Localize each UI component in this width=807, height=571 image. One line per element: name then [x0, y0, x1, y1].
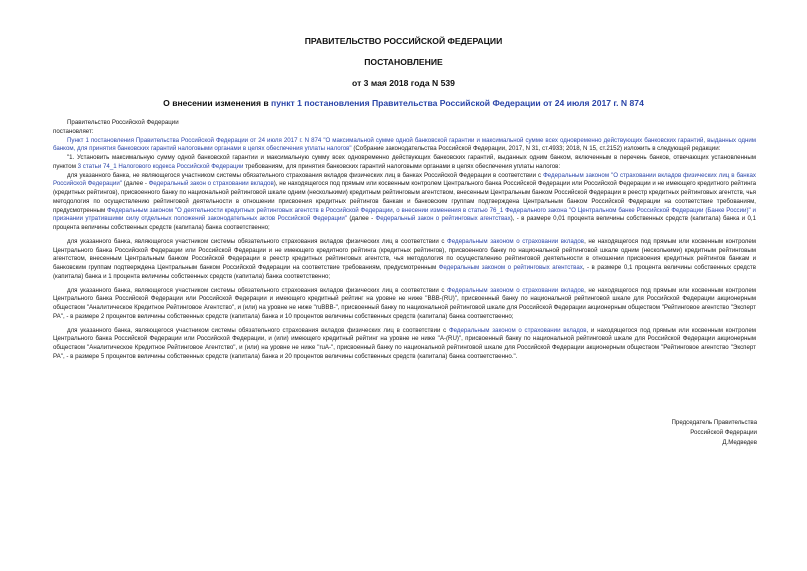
paragraph-3-link-1[interactable]: Федеральным законом "О страховании вкладов физических лиц в банках Российской Федерации" — [53, 171, 756, 188]
paragraph-6-link-1[interactable]: Федеральным законом о страховании вкладов — [448, 326, 587, 334]
doc-type-heading: ПОСТАНОВЛЕНИЕ — [364, 57, 443, 67]
signature-organization: Российской Федерации — [690, 429, 757, 436]
signature-block — [671, 418, 757, 448]
paragraph-3-text-5: ), - в размере 0,01 процента величины собственных средств (капитала) банка и 0,1 процента величины собственных средств (капитала) банка соответственно; — [53, 215, 756, 231]
paragraph-4-link-1[interactable]: Федеральным законом о страховании вкладов — [447, 237, 585, 245]
paragraph-3-link-2[interactable]: Федеральный закон о страховании вкладов — [148, 180, 274, 188]
date-number-heading: от 3 мая 2018 года N 539 — [352, 78, 455, 88]
title-link[interactable]: пункт 1 постановления Правительства Российской Федерации от 24 июля 2017 г. N 874 — [271, 98, 644, 108]
paragraph-5-link-1[interactable]: Федеральным законом о страховании вкладов — [447, 286, 585, 294]
paragraph-2-text-1: "1. Установить максимальную сумму одной банковской гарантии и максимальную сумму всех одновременно действующих банковских гарантий, выданных одним банком, включенным в перечень банков, отвечающих установленным пунктом — [53, 154, 756, 170]
paragraph-2 — [53, 154, 756, 172]
intro-line-2: постановляет: — [53, 127, 94, 135]
intro-line-1: Правительство Российской Федерации — [67, 119, 179, 126]
paragraph-2-text-2: требованиям, для принятия банковских гарантий налоговыми органами в целях обеспечения уплаты налогов: — [243, 162, 561, 170]
paragraph-4-text-1: для указанного банка, являющегося участником системы обязательного страхования вкладов физических лиц в соответствии с — [67, 237, 448, 245]
paragraph-3-text-1: для указанного банка, не являющегося участником системы обязательного страхования вкладов физических лиц в банках Российской Федерации в соответствии с — [67, 171, 544, 179]
paragraph-4-text-2: , не находящегося под прямым или косвенным контролем Центрального банка Российской Федерации или Российской Федерации и не имеющего кредитного рейтинга (кредитных рейтингов), присвоенного банку по национальной рейтинговой шкале одним (несколькими) кредитным рейтинговым агентством, внесенным Центральным банком Российской Федерации в реестр кредитных рейтинговых агентств, чья методология по осуществлению рейтинговой деятельности в отношении присвоения кредитных рейтингов банкам и банковским группам подтверждена Центральным банком Российской Федерации на соответствие требованиям, предусмотренным — [53, 237, 756, 271]
paragraph-4 — [53, 238, 756, 282]
signature-position: Председатель Правительства — [671, 419, 757, 426]
paragraph-3-text-4: (далее - — [347, 215, 376, 223]
signature-name: Д.Медведев — [722, 439, 757, 446]
paragraph-6 — [53, 327, 756, 362]
paragraph-4-link-2[interactable]: Федеральным законом о рейтинговых агентствах — [438, 264, 583, 271]
paragraph-2-link-1[interactable]: 3 статьи 74_1 Налогового кодекса Российской Федерации — [77, 162, 244, 170]
document-body — [53, 119, 756, 362]
title-prefix: О внесении изменения в — [163, 98, 272, 108]
paragraph-3-link-3[interactable]: Федеральным законом "О деятельности кредитных рейтинговых агентств в Российской Федерации, о внесении изменения в статью 76_1 Федерального закона "О Центральном банке Российской Федерации (Банке России)" и признании утратившими силу отдельных положений законодательных актов Российской Федерации" — [53, 206, 756, 223]
paragraph-3-text-3: ), не находящегося под прямым или косвенным контролем Центрального банка Российской Федерации или Российской Федерации и не имеющего кредитного рейтинга (кредитных рейтингов), присвоенного банку по национальной рейтинговой шкале одним (несколькими) кредитным рейтинговым агентством, внесенным Центральным банком Российской Федерации в реестр кредитных рейтинговых агентств, чья методология по осуществлению рейтинговой деятельности в отношении присвоения кредитных рейтингов банкам и банковским группам подтверждена Центральным банком Российской Федерации на соответствие требованиям, предусмотренным — [53, 180, 757, 214]
paragraph-5-text-1: для указанного банка, являющегося участником системы обязательного страхования вкладов физических лиц в соответствии с — [67, 286, 448, 294]
paragraph-5 — [53, 287, 756, 322]
paragraph-1 — [53, 137, 756, 155]
government-heading: ПРАВИТЕЛЬСТВО РОССИЙСКОЙ ФЕДЕРАЦИИ — [304, 36, 503, 46]
paragraph-1-link[interactable]: Пункт 1 постановления Правительства Российской Федерации от 24 июля 2017 г. N 874 "О максимальной сумме одной банковской гарантии и максимальной сумме всех одновременно действующих банковских гарантий, выданных одним банком, для принятия банковских гарантий налоговыми органами в целях обеспечения уплаты налогов" — [53, 136, 756, 153]
paragraph-6-text-1: для указанного банка, являющегося участником системы обязательного страхования вкладов физических лиц в соответствии с — [67, 326, 449, 334]
paragraph-3 — [53, 172, 756, 233]
paragraph-3-text-2: (далее - — [121, 180, 149, 188]
paragraph-4-text-3: , - в размере 0,1 процента величины собственных средств (капитала) банка и 1 процента величины собственных средств (капитала) банка соответственно; — [53, 264, 756, 280]
paragraph-6-text-2: , и находящегося под прямым или косвенным контролем Центрального банка Российской Федерации или Российской Федерации, и (или) имеющего кредитный рейтинг на уровне не ниже "A-(RU)", присвоенный банку по национальной рейтинговой шкале для Российской Федерации акционерным обществом "Аналитическое Кредитное Рейтинговое Агентство", и (или) на уровне не ниже "ruA-", присвоенный банку по национальной рейтинговой шкале для Российской Федерации акционерным обществом "Рейтинговое агентство "Эксперт РА", - в размере 5 процентов величины собственных средств (капитала) банка и 20 процентов величины собственных средств (капитала) банка соответственно.". — [53, 326, 756, 360]
paragraph-1-text: (Собрание законодательства Российской Федерации, 2017, N 31, ст.4933; 2018, N 15, ст.2152) изложить в следующей редакции: — [351, 145, 721, 153]
paragraph-5-text-2: , не находящегося под прямым или косвенным контролем Центрального банка Российской Федерации или Российской Федерации и имеющего кредитный рейтинг на уровне не ниже "BBB-(RU)", присвоенный банку по национальной рейтинговой шкале для Российской Федерации акционерным обществом "Аналитическое Кредитное Рейтинговое Агентство", и (или) на уровне не ниже "ruBBB-", присвоенный банку по национальной рейтинговой шкале для Российской Федерации акционерным обществом "Рейтинговое агентство "Эксперт РА", - в размере 2 процентов величины собственных средств (капитала) банка и 10 процентов величины собственных средств (капитала) банка соответственно; — [53, 286, 756, 320]
document-title — [0, 98, 807, 108]
paragraph-3-link-4[interactable]: Федеральный закон о рейтинговых агентствах — [375, 215, 511, 223]
